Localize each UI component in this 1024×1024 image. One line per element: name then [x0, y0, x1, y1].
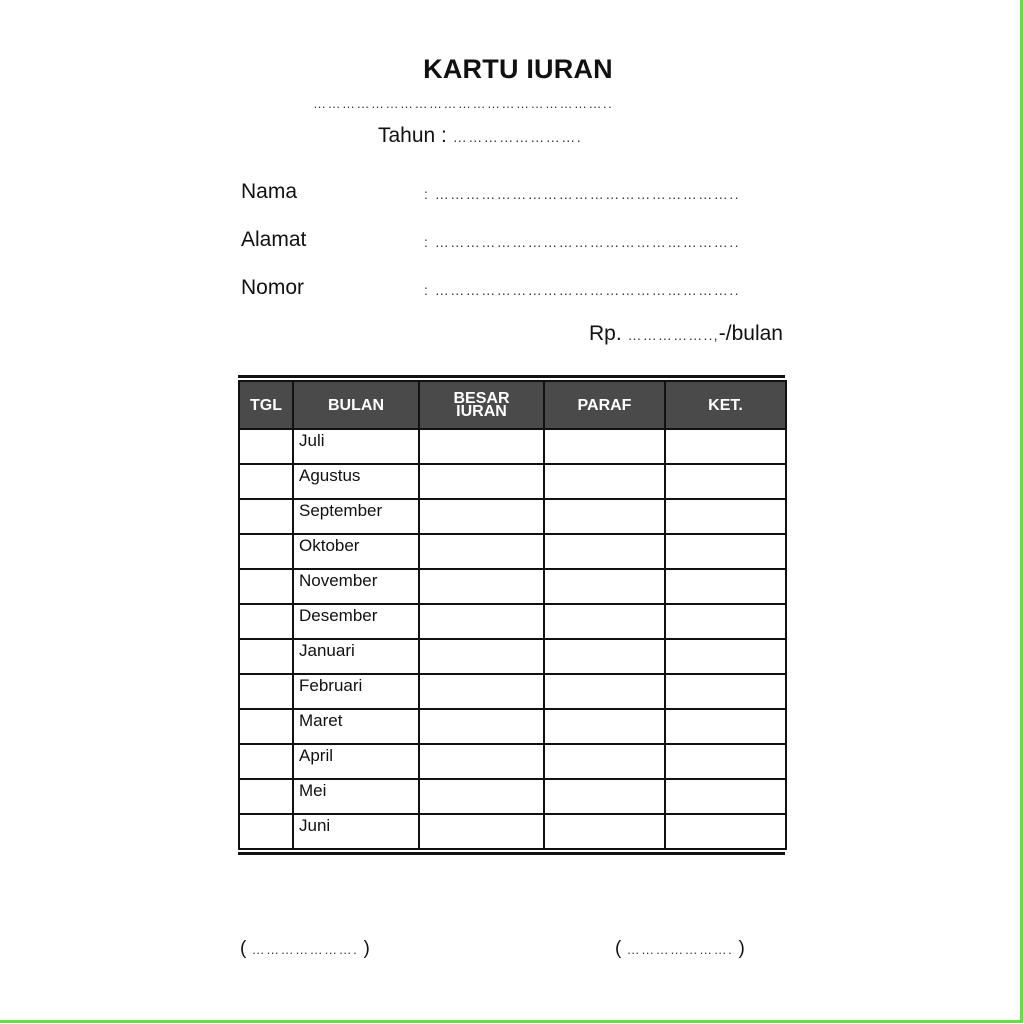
- cell-tgl[interactable]: [239, 639, 293, 674]
- cell-ket[interactable]: [665, 604, 786, 639]
- cell-bulan: September: [293, 499, 419, 534]
- cell-besar-iuran[interactable]: [419, 499, 544, 534]
- cell-besar-iuran[interactable]: [419, 814, 544, 849]
- cell-paraf[interactable]: [544, 639, 665, 674]
- cell-ket[interactable]: [665, 499, 786, 534]
- cell-paraf[interactable]: [544, 534, 665, 569]
- table-bottom-rule: [238, 852, 785, 855]
- column-header-besar-iuran: BESAR IURAN: [419, 381, 544, 429]
- cell-besar-iuran[interactable]: [419, 639, 544, 674]
- signature-left-close: ): [363, 938, 370, 959]
- cell-besar-iuran[interactable]: [419, 709, 544, 744]
- signature-right-placeholder[interactable]: ………………….: [626, 942, 734, 957]
- field-label-nama: Nama: [241, 180, 298, 203]
- cell-besar-iuran[interactable]: [419, 429, 544, 464]
- cell-tgl[interactable]: [239, 814, 293, 849]
- cell-ket[interactable]: [665, 709, 786, 744]
- cell-ket[interactable]: [665, 674, 786, 709]
- cell-bulan: Mei: [293, 779, 419, 814]
- field-value-nomor[interactable]: : …………………………………………………..: [424, 282, 741, 298]
- cell-besar-iuran[interactable]: [419, 604, 544, 639]
- signature-left-placeholder[interactable]: ………………….: [251, 942, 359, 957]
- cell-ket[interactable]: [665, 779, 786, 814]
- cell-paraf[interactable]: [544, 674, 665, 709]
- table-row: [239, 534, 786, 569]
- cell-tgl[interactable]: [239, 499, 293, 534]
- cell-bulan: Juli: [293, 429, 419, 464]
- cell-ket[interactable]: [665, 569, 786, 604]
- table-row: [239, 464, 786, 499]
- cell-besar-iuran[interactable]: [419, 779, 544, 814]
- cell-bulan: November: [293, 569, 419, 604]
- cell-tgl[interactable]: [239, 604, 293, 639]
- cell-paraf[interactable]: [544, 744, 665, 779]
- cell-besar-iuran[interactable]: [419, 464, 544, 499]
- cell-ket[interactable]: [665, 814, 786, 849]
- cell-bulan: Januari: [293, 639, 419, 674]
- table-row: [239, 569, 786, 604]
- cell-ket[interactable]: [665, 429, 786, 464]
- table-header-row: [239, 381, 786, 429]
- table-row: [239, 429, 786, 464]
- column-header-ket: KET.: [665, 381, 786, 429]
- organization-placeholder[interactable]: ……………………………………………………..: [313, 96, 614, 111]
- monthly-fee-line: [589, 322, 783, 346]
- card-title: KARTU IURAN: [423, 54, 613, 84]
- column-header-tgl: TGL: [239, 381, 293, 429]
- cell-bulan: Desember: [293, 604, 419, 639]
- table-row: [239, 604, 786, 639]
- cell-tgl[interactable]: [239, 779, 293, 814]
- cell-besar-iuran[interactable]: [419, 534, 544, 569]
- dues-table: [238, 380, 787, 850]
- cell-bulan: Oktober: [293, 534, 419, 569]
- table-row: [239, 779, 786, 814]
- fee-prefix: Rp.: [588, 322, 622, 345]
- cell-ket[interactable]: [665, 534, 786, 569]
- cell-bulan: Maret: [293, 709, 419, 744]
- signature-left[interactable]: [240, 938, 370, 960]
- cell-tgl[interactable]: [239, 744, 293, 779]
- cell-tgl[interactable]: [239, 709, 293, 744]
- cell-tgl[interactable]: [239, 464, 293, 499]
- field-value-nama[interactable]: : …………………………………………………..: [424, 186, 741, 202]
- year-line: [378, 124, 582, 148]
- table-row: [239, 709, 786, 744]
- cell-besar-iuran[interactable]: [419, 744, 544, 779]
- field-label-alamat: Alamat: [241, 228, 307, 251]
- table-row: [239, 639, 786, 674]
- cell-paraf[interactable]: [544, 429, 665, 464]
- cell-bulan: Juni: [293, 814, 419, 849]
- cell-ket[interactable]: [665, 464, 786, 499]
- cell-besar-iuran[interactable]: [419, 569, 544, 604]
- dues-table-wrapper: [238, 375, 785, 855]
- field-label-nomor: Nomor: [241, 276, 305, 299]
- cell-bulan: Agustus: [293, 464, 419, 499]
- fee-placeholder[interactable]: ……………..,: [627, 327, 719, 343]
- table-row: [239, 814, 786, 849]
- cell-paraf[interactable]: [544, 464, 665, 499]
- cell-besar-iuran[interactable]: [419, 674, 544, 709]
- signature-right-close: ): [738, 938, 745, 959]
- cell-paraf[interactable]: [544, 569, 665, 604]
- signature-right[interactable]: [615, 938, 745, 960]
- column-header-bulan: BULAN: [293, 381, 419, 429]
- cell-bulan: April: [293, 744, 419, 779]
- cell-ket[interactable]: [665, 639, 786, 674]
- field-value-alamat[interactable]: : …………………………………………………..: [424, 234, 741, 250]
- column-header-paraf: PARAF: [544, 381, 665, 429]
- cell-paraf[interactable]: [544, 709, 665, 744]
- cell-paraf[interactable]: [544, 499, 665, 534]
- table-row: [239, 744, 786, 779]
- table-row: [239, 674, 786, 709]
- signature-right-open: (: [615, 938, 622, 959]
- year-placeholder[interactable]: …………………….: [452, 129, 583, 145]
- cell-tgl[interactable]: [239, 534, 293, 569]
- cell-paraf[interactable]: [544, 779, 665, 814]
- signature-left-open: (: [240, 938, 247, 959]
- year-label: Tahun :: [378, 124, 447, 147]
- cell-paraf[interactable]: [544, 814, 665, 849]
- fee-suffix: -/bulan: [718, 322, 783, 345]
- cell-ket[interactable]: [665, 744, 786, 779]
- cell-paraf[interactable]: [544, 604, 665, 639]
- cell-tgl[interactable]: [239, 674, 293, 709]
- cell-tgl[interactable]: [239, 429, 293, 464]
- cell-bulan: Februari: [293, 674, 419, 709]
- table-row: [239, 499, 786, 534]
- cell-tgl[interactable]: [239, 569, 293, 604]
